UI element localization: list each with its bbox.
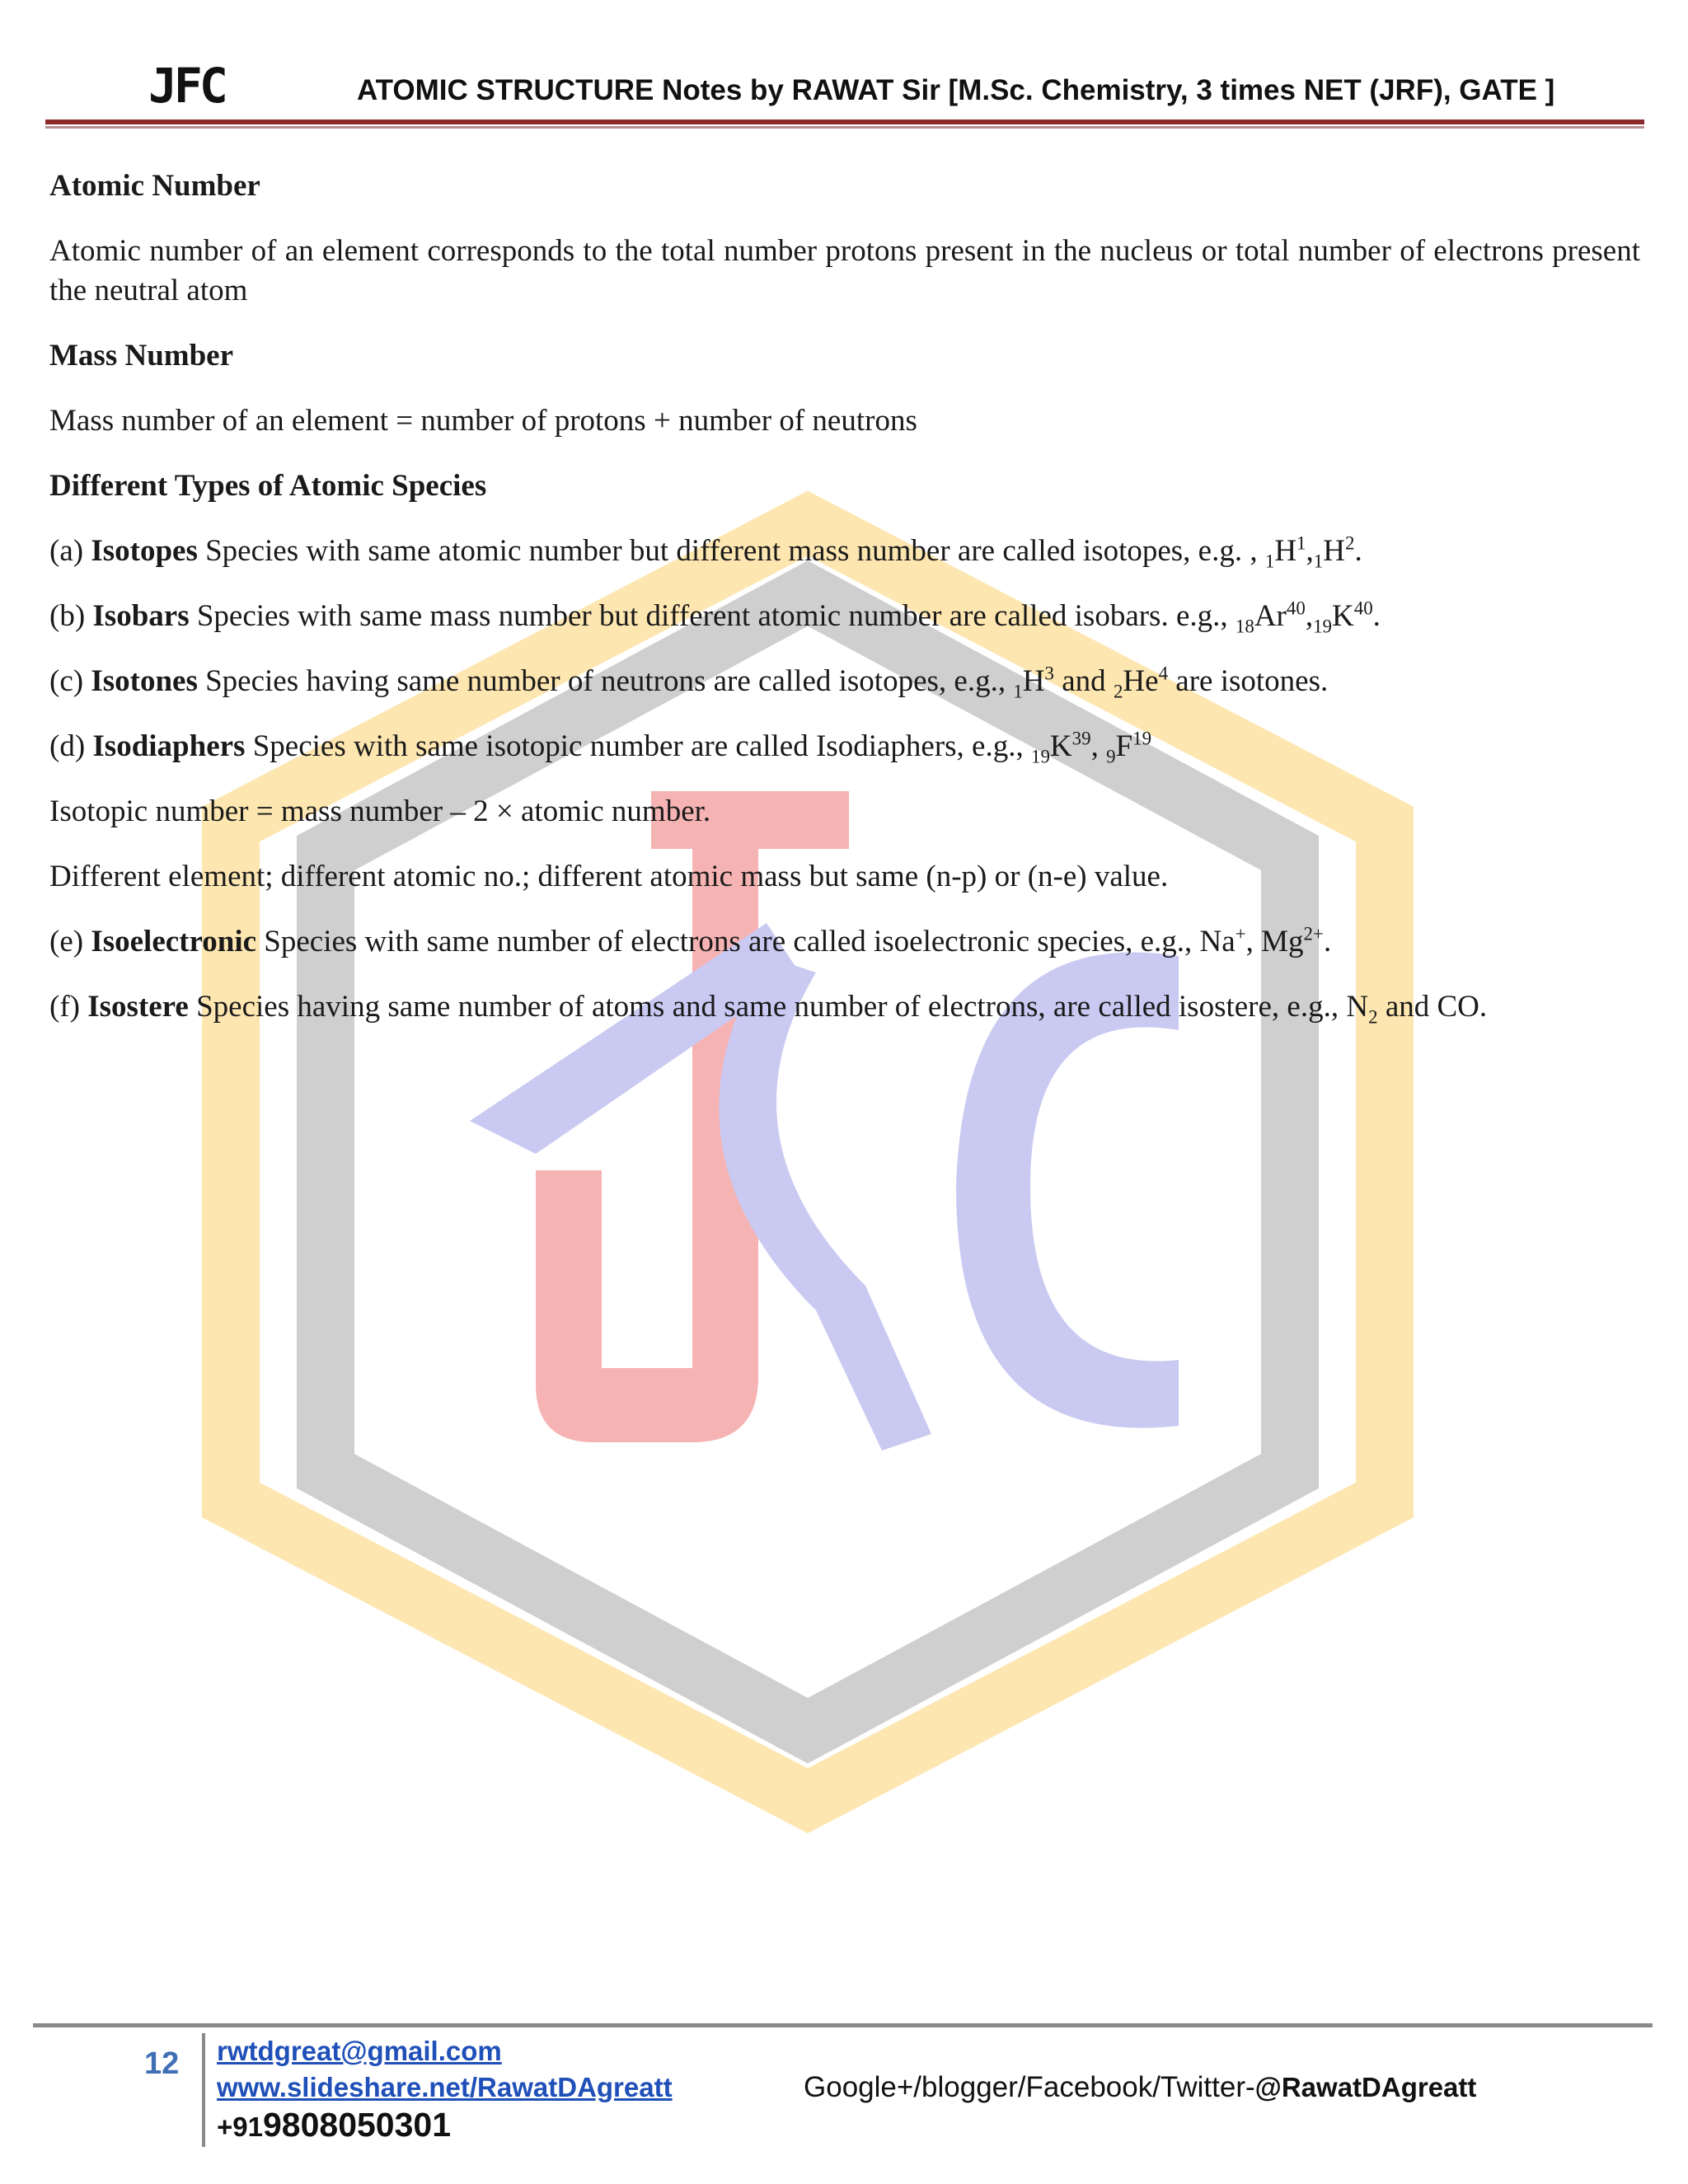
atomic-number-sub: 1 (1013, 681, 1023, 702)
isostere-item (49, 987, 1640, 1027)
isodiaphers-item (49, 727, 1640, 766)
social-handle: @RawatDAgreatt (1254, 2072, 1477, 2102)
element-symbol: H (1274, 534, 1297, 568)
mass-number-heading: Mass Number (49, 339, 234, 373)
page-header (45, 49, 1644, 132)
isobars-item (49, 597, 1640, 636)
page-content (49, 166, 1640, 1027)
phone-prefix: +91 (217, 2111, 263, 2142)
atomic-number-sub: 9 (1106, 746, 1116, 767)
mass-number-sup: 40 (1353, 598, 1373, 619)
header-rule (45, 120, 1644, 124)
isostere-term: Isostere (87, 990, 189, 1024)
mass-number-sup: 39 (1071, 728, 1091, 749)
different-element-note: Different element; different atomic no.; different atomic mass but same (n-p) or (n-e) value. (49, 860, 1169, 893)
element-symbol: H (1022, 664, 1045, 698)
item-end: are isotones. (1168, 664, 1329, 698)
element-symbol: He (1123, 664, 1159, 698)
count-sub: 2 (1368, 1006, 1378, 1028)
item-text: Species having same number of atoms and same number of electrons, are called isostere, e.g., (188, 990, 1347, 1024)
separator: , (1245, 925, 1262, 958)
atomic-number-sub: 1 (1313, 551, 1324, 572)
atomic-number-text: Atomic number of an element corresponds to the total number protons present in the nucleus or total number of electrons present the neutral atom (49, 234, 1640, 307)
charge-sup: + (1235, 923, 1246, 944)
atomic-number-sub: 19 (1313, 616, 1332, 637)
ion-symbol: Mg (1261, 925, 1304, 958)
item-prefix: (a) (49, 534, 91, 568)
element-symbol: K (1049, 729, 1072, 763)
isotopes-term: Isotopes (91, 534, 198, 568)
atomic-number-sub: 1 (1264, 551, 1275, 572)
mass-number-sup: 1 (1296, 532, 1306, 554)
item-text: Species with same atomic number but different mass number are called isotopes, e.g. , (197, 534, 1265, 568)
isoelectronic-item (49, 922, 1640, 962)
separator: and (1054, 664, 1114, 698)
contact-block (217, 2033, 673, 2146)
separator: , (1306, 534, 1314, 568)
item-prefix: (f) (49, 990, 88, 1024)
charge-sup: 2+ (1303, 923, 1324, 944)
item-end: . (1354, 534, 1362, 568)
mass-number-sup: 40 (1286, 598, 1306, 619)
jfc-logo: JFC (148, 58, 225, 114)
atomic-number-heading: Atomic Number (49, 169, 260, 203)
species-heading: Different Types of Atomic Species (49, 469, 487, 503)
item-end: . (1323, 925, 1332, 958)
isotopic-number-formula: Isotopic number = mass number – 2 × atomic number. (49, 794, 711, 828)
phone-number (217, 2106, 673, 2146)
isotopes-item (49, 532, 1640, 571)
mass-number-text: Mass number of an element = number of protons + number of neutrons (49, 404, 917, 438)
atomic-number-sub: 2 (1113, 681, 1123, 702)
ion-symbol: Na (1199, 925, 1236, 958)
phone-digits: 9808050301 (262, 2106, 452, 2144)
item-prefix: (c) (49, 664, 91, 698)
item-prefix: (d) (49, 729, 93, 763)
element-symbol: K (1332, 599, 1354, 633)
social-label: Google+/blogger/Facebook/Twitter- (804, 2071, 1255, 2103)
isotones-item (49, 662, 1640, 701)
item-text: Species having same number of neutrons are called isotopes, e.g., (197, 664, 1014, 698)
mass-number-sup: 4 (1158, 663, 1169, 684)
page-number: 12 (144, 2046, 180, 2081)
atomic-number-sub: 19 (1030, 746, 1050, 767)
atomic-number-sub: 18 (1235, 616, 1254, 637)
element-symbol: F (1115, 729, 1133, 763)
item-text: Species with same number of electrons are called isoelectronic species, e.g., (256, 925, 1200, 958)
item-end: and CO. (1377, 990, 1488, 1024)
isoelectronic-term: Isoelectronic (91, 925, 257, 958)
mass-number-sup: 3 (1044, 663, 1054, 684)
isotones-term: Isotones (91, 664, 198, 698)
item-prefix: (b) (49, 599, 93, 633)
mass-number-sup: 19 (1132, 728, 1152, 749)
element-symbol: H (1323, 534, 1345, 568)
isobars-term: Isobars (92, 599, 190, 633)
social-handles (804, 2071, 1476, 2104)
isodiaphers-term: Isodiaphers (92, 729, 246, 763)
item-end: . (1372, 599, 1381, 633)
item-text: Species with same mass number but different atomic number are called isobars. e.g., (189, 599, 1236, 633)
element-symbol: Ar (1254, 599, 1287, 633)
footer-rule (33, 2023, 1653, 2027)
page-footer (33, 2023, 1653, 2147)
item-text: Species with same isotopic number are called Isodiaphers, e.g., (245, 729, 1031, 763)
mass-number-sup: 2 (1344, 532, 1355, 554)
element-symbol: N (1346, 990, 1369, 1024)
website-link[interactable]: www.slideshare.net/RawatDAgreatt (217, 2072, 673, 2102)
separator: , (1305, 599, 1314, 633)
separator: , (1090, 729, 1107, 763)
item-prefix: (e) (49, 925, 91, 958)
header-title: ATOMIC STRUCTURE Notes by RAWAT Sir [M.Sc. Chemistry, 3 times NET (JRF), GATE ] (357, 74, 1555, 106)
email-link[interactable]: rwtdgreat@gmail.com (217, 2036, 502, 2066)
header-rule-thin (45, 126, 1644, 129)
footer-divider (202, 2033, 205, 2147)
